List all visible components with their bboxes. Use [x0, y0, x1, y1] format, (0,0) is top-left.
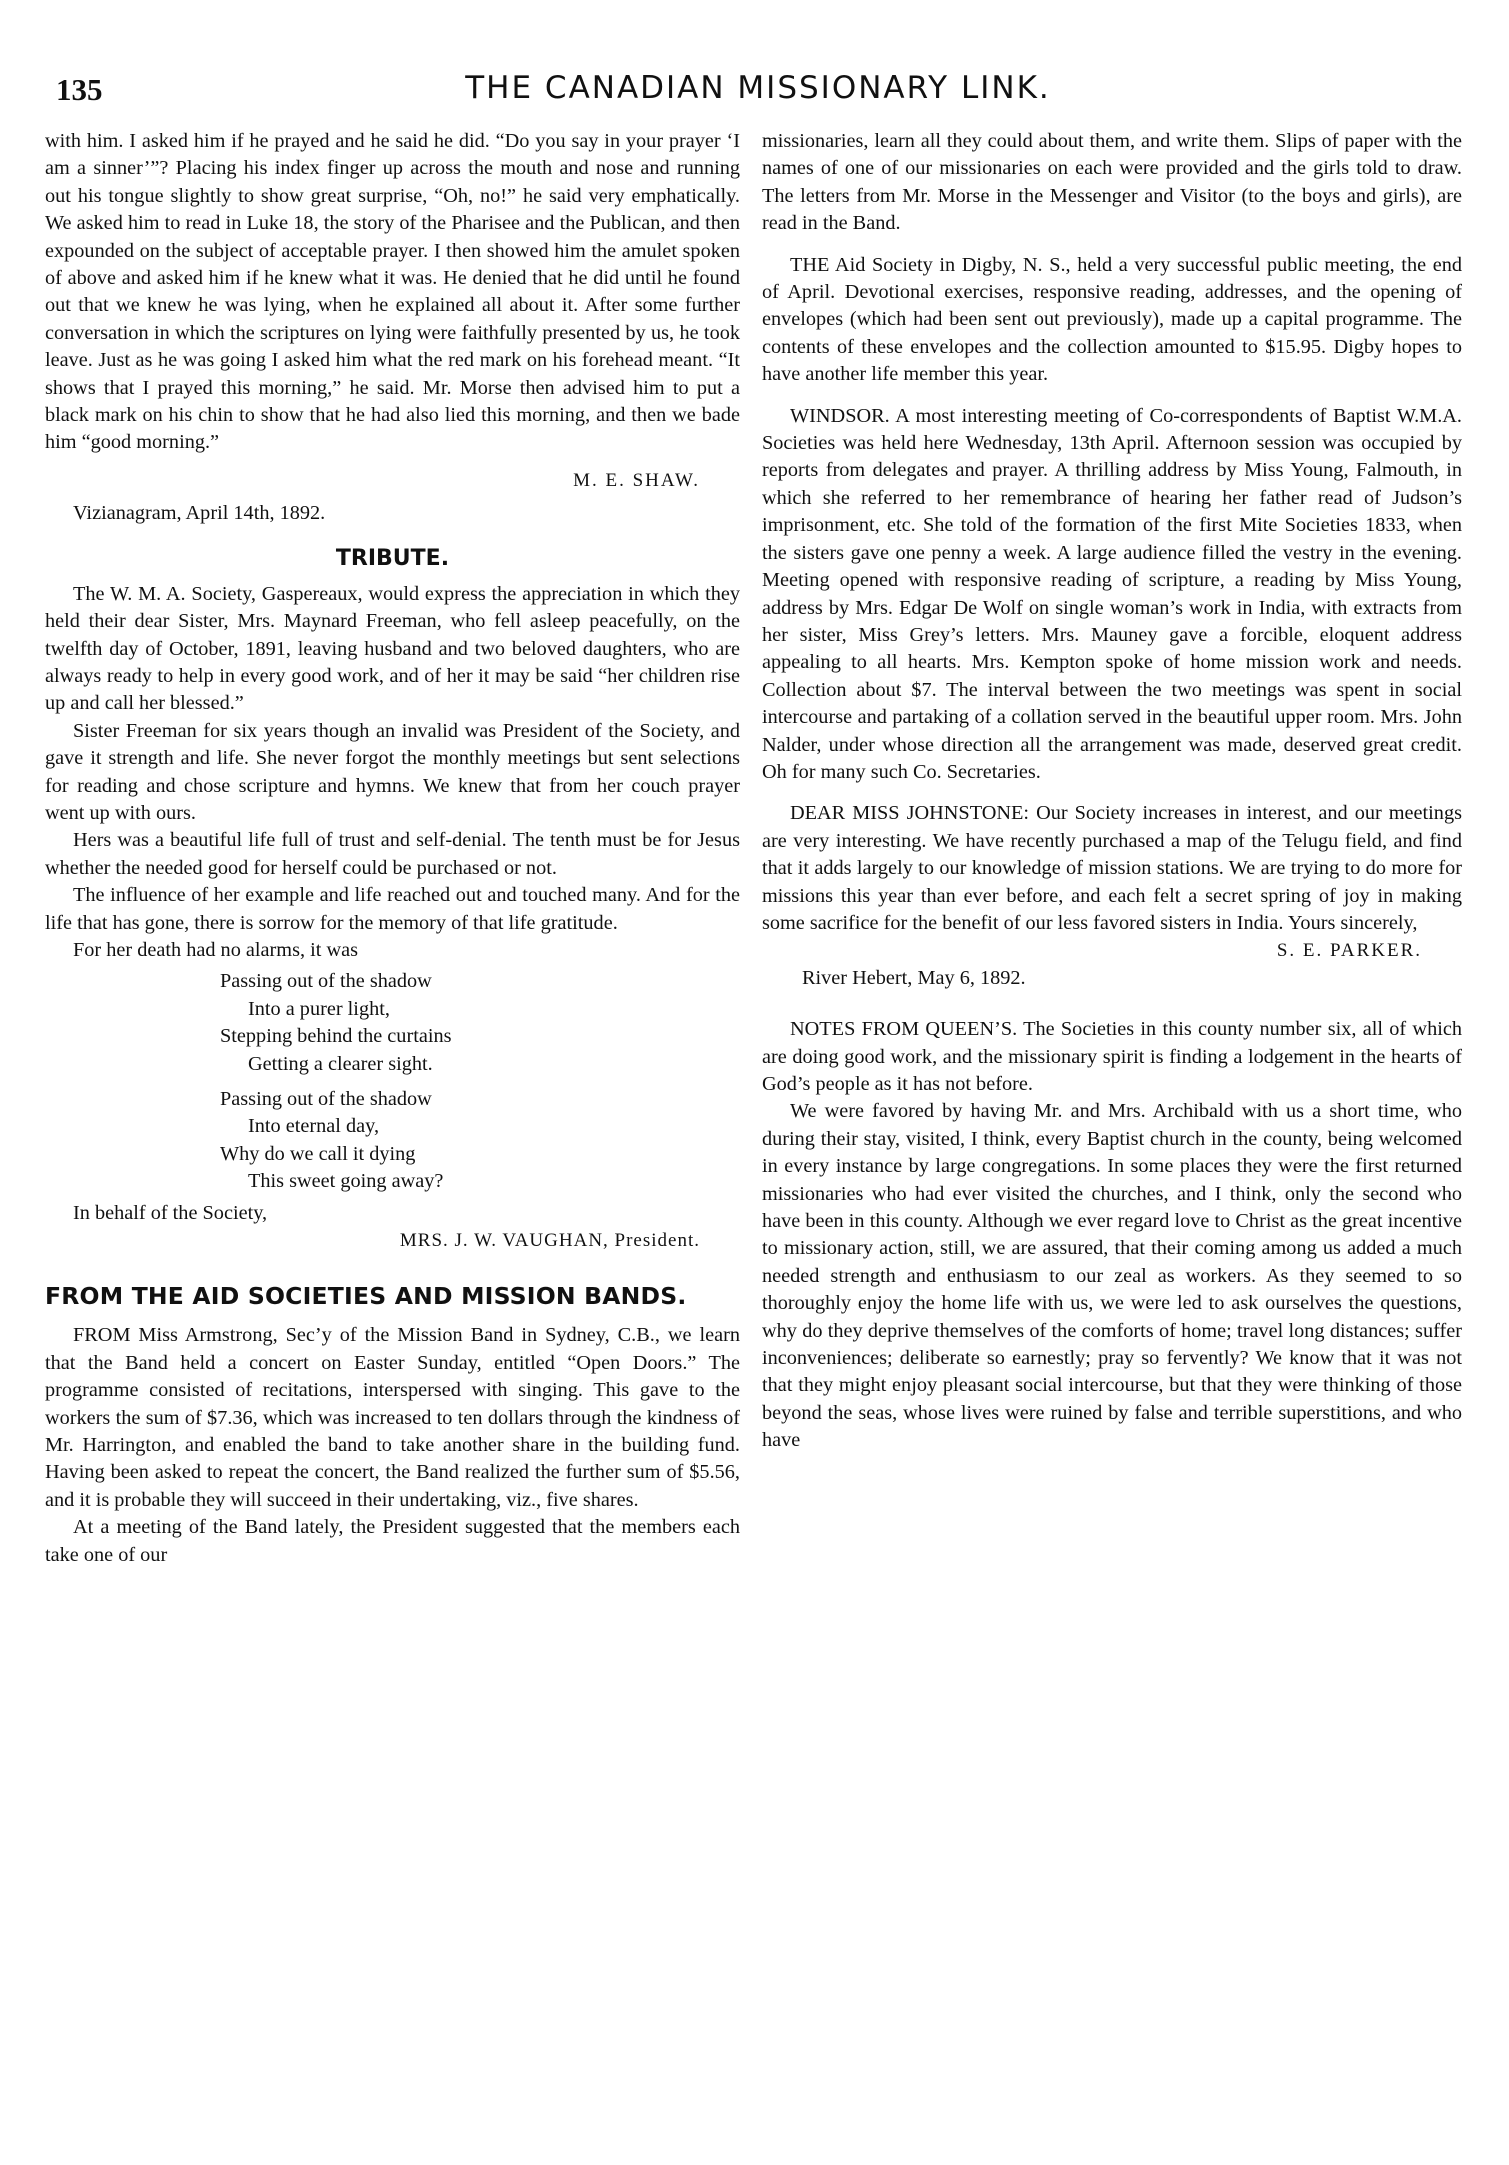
- queens-notes: NOTES FROM QUEEN’S. The Societies in this county number six, all of which are doing good work, and the missionary spirit is finding a lodgement in the hearts of God’s people as it has not before.: [762, 1018, 1462, 1095]
- page-number: 135: [56, 72, 103, 107]
- letter-continuation: with him. I asked him if he prayed and he said he did. “Do you say in your prayer ‘I am a sinner’”? Placing his index finger up across the mouth and nose and running out his tongue slightly to show great surprise, “Oh, no!” he said very emphatically. We asked him to read in Luke 18, the story of the Pharisee and the Publican, and then expounded on the subject of acceptable prayer. I then showed him the amulet spoken of above and asked him if he knew what it was. He denied that he did until he found out that we knew he was lying, when he explained all about it. After some further conversation in which the scriptures on lying were faithfully presented by us, he took leave. Just as he was going I asked him what the red mark on his forehead meant. “It shows that I prayed this morning,” he said. Mr. Morse then advised him to put a black mark on his chin to show that he had also lied this morning, and then we bade him “good morning.”: [45, 130, 740, 454]
- johnstone-letter: DEAR MISS JOHNSTONE: Our Society increases in interest, and our meetings are very interesting. We have recently purchased a map of the Telugu field, and find that it adds largely to our knowledge of mission stations. We are trying to do more for missions this year than ever before, and each felt a secret spring of joy in making some sacrifice for the benefit of our less favored sisters in India. Yours sincerely,: [762, 802, 1462, 934]
- dateline-vizianagram: Vizianagram, April 14th, 1892.: [73, 502, 326, 525]
- poem-line: This sweet going away?: [248, 1170, 444, 1193]
- tribute-paragraph: The W. M. A. Society, Gaspereaux, would express the appreciation in which they held their dear Sister, Mrs. Maynard Freeman, who fell asleep peacefully, on the twelfth day of October, 1891, leaving husband and two beloved daughters, who are always ready to help in every good work, and of her it may be said “her children rise up and call her blessed.”: [45, 582, 740, 715]
- aid-societies-heading: FROM THE AID SOCIETIES AND MISSION BANDS.: [45, 1282, 687, 1311]
- windsor-report: WINDSOR. A most interesting meeting of Co-correspondents of Baptist W.M.A. Societies was held here Wednesday, 13th April. Afternoon session was occupied by reports from delegates and prayer. A thrilling address by Miss Young, Falmouth, in which she referred to her remembrance of hearing her father read of Judson’s imprisonment, etc. She told of the formation of the first Mite Societies 1833, when the sisters gave one penny a week. A large audience filled the vestry in the evening. Meeting opened with responsive reading of scripture, a reading by Miss Young, address by Mrs. Edgar De Wolf on single woman’s work in India, with extracts from her sister, Miss Grey’s letters. Mrs. Mauney gave a forcible, eloquent address appealing to all hearts. Mrs. Kempton spoke of home mission work and needs. Collection about $7. The interval between the two meetings was spent in social intercourse and partaking of a collation served in the beautiful upper room. Mrs. John Nalder, under whose direction all the arrangement was made, deserved great credit. Oh for many such Co. Secretaries.: [762, 404, 1462, 783]
- poem-line: Getting a clearer sight.: [248, 1052, 433, 1075]
- tribute-paragraph: The influence of her example and life reached out and touched many. And for the life that has gone, there is sorrow for the memory of that life gratitude.: [45, 884, 740, 934]
- poem-line: Passing out of the shadow: [220, 970, 432, 993]
- tribute-paragraph: For her death had no alarms, it was: [73, 938, 358, 961]
- tribute-behalf: In behalf of the Society,: [73, 1201, 268, 1224]
- poem-line: Passing out of the shadow: [220, 1088, 432, 1110]
- page-header: [48, 68, 1468, 118]
- aid-paragraph: FROM Miss Armstrong, Sec’y of the Mission Band in Sydney, C.B., we learn that the Band held a concert on Easter Sunday, entitled “Open Doors.” The programme consisted of recitations, interspersed with singing. This gave to the workers the sum of $7.36, which was increased to ten dollars through the kindness of Mr. Harrington, and enabled the band to take another share in the building fund. Having been asked to repeat the concert, the Band realized the further sum of $5.56, and it is probable they will succeed in their undertaking, viz., five shares.: [45, 1324, 740, 1511]
- digby-report: THE Aid Society in Digby, N. S., held a very successful public meeting, the end of April. Devotional exercises, responsive reading, addresses, and the opening of envelopes (which had been sent out previously), made up a capital programme. The contents of these envelopes and the collection amounted to $15.95. Digby hopes to have another life member this year.: [762, 253, 1462, 386]
- tribute-heading: TRIBUTE.: [335, 545, 450, 571]
- left-column: [45, 128, 740, 1569]
- tribute-paragraph: Hers was a beautiful life full of trust and self-denial. The tenth must be for Jesus whether the needed good for herself could be purchased or not.: [45, 829, 740, 879]
- aid-paragraph: At a meeting of the Band lately, the President suggested that the members each take one of our: [45, 1516, 740, 1566]
- signature-vaughan: MRS. J. W. VAUGHAN, President.: [399, 1230, 700, 1252]
- aid-continuation: missionaries, learn all they could about them, and write them. Slips of paper with the names of one of our missionaries on each were provided and the girls told to draw. The letters from Mr. Morse in the Messenger and Visitor (to the boys and girls), are read in the Band.: [762, 130, 1462, 235]
- poem-line: Into a purer light,: [248, 997, 390, 1020]
- journal-title: THE CANADIAN MISSIONARY LINK.: [465, 70, 1051, 106]
- right-column: [762, 128, 1462, 1455]
- signature-parker: S. E. PARKER.: [1276, 940, 1422, 962]
- poem: [220, 968, 740, 1195]
- poem-line: Into eternal day,: [248, 1115, 380, 1138]
- archibald-paragraph: We were favored by having Mr. and Mrs. Archibald with us a short time, who during their stay, visited, I think, every Baptist church in the county, being welcomed in every instance by large congregations. In some places they were the first returned missionaries who had ever visited the churches, and I think, only the second who have been in this county. Although we ever regard love to Christ as the great incentive to missionary action, still, we are assured, that their coming among us added a much needed strength and enthusiasm to our zeal as workers. As they seemed to so thoroughly enjoy the home life with us, we were led to ask ourselves the questions, why do they deprive themselves of the comforts of home; travel long distances; suffer inconveniences; deliberate so earnestly; pray so fervently? We know that it was not that they might enjoy pleasant social intercourse, but that they were thinking of those beyond the seas, whose lives were ruined by false and terrible superstitions, and who have: [762, 1100, 1462, 1452]
- tribute-paragraph: Sister Freeman for six years though an invalid was President of the Society, and gave it strength and life. She never forgot the monthly meetings but sent selections for reading and chose scripture and hymns. We knew that from her couch prayer went up with ours.: [45, 719, 740, 824]
- dateline-river-hebert: River Hebert, May 6, 1892.: [802, 966, 1026, 989]
- poem-line: Stepping behind the curtains: [220, 1025, 452, 1048]
- poem-line: Why do we call it dying: [220, 1142, 416, 1165]
- signature-shaw: M. E. SHAW.: [573, 469, 700, 491]
